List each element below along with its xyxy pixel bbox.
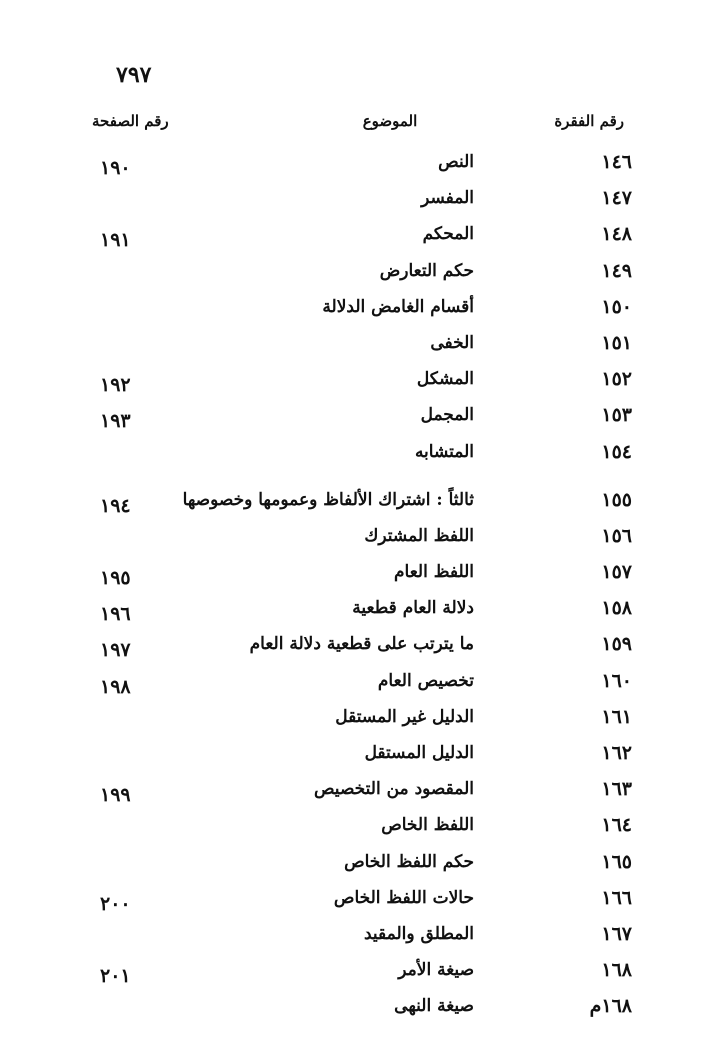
paragraph-number: ١٥٣ <box>601 404 632 427</box>
topic-title: المشكل <box>416 369 474 390</box>
topic-title: المحكم <box>422 224 474 245</box>
topic-title: المطلق والمقيد <box>364 923 474 944</box>
topic-title: دلالة العام قطعية <box>352 598 474 619</box>
topic-title: الخفى <box>430 332 474 353</box>
header-topic: الموضوع <box>362 112 418 130</box>
topic-title: اللفظ المشترك <box>364 525 474 546</box>
table-row <box>0 920 720 956</box>
topic-title: تخصيص العام <box>377 670 474 691</box>
table-row <box>0 438 720 474</box>
page-reference: ١٩٨ <box>100 675 131 698</box>
table-row <box>0 992 720 1028</box>
topic-title: الدليل المستقل <box>364 743 474 763</box>
page-reference: ١٩٣ <box>100 410 131 433</box>
table-row <box>0 775 720 811</box>
page-reference: ١٩٢ <box>100 374 131 397</box>
page-reference: ٢٠١ <box>100 965 131 988</box>
topic-title: المجمل <box>420 405 474 426</box>
paragraph-number: ١٦٨ <box>601 959 632 982</box>
paragraph-number: ١٦٣ <box>601 778 632 801</box>
paragraph-number: ١٥٨ <box>601 597 632 620</box>
page-reference: ١٩٧ <box>100 639 131 662</box>
page-reference: ١٩٩ <box>100 784 131 807</box>
paragraph-number: ١٦٧ <box>601 922 632 945</box>
topic-title: الدليل غير المستقل <box>335 706 474 727</box>
page-number: ٧٩٧ <box>116 62 152 88</box>
paragraph-number: ١٤٨ <box>601 223 632 246</box>
topic-title: حكم اللفظ الخاص <box>344 851 474 872</box>
topic-title: صيغة الأمر <box>398 960 474 981</box>
table-row <box>0 257 720 293</box>
page-reference: ١٩٦ <box>100 603 131 626</box>
table-row <box>0 703 720 739</box>
topic-title: أقسام الغامض الدلالة <box>322 296 474 317</box>
topic-title: ما يترتب على قطعية دلالة العام <box>249 634 474 655</box>
topic-title: حكم التعارض <box>379 260 474 281</box>
table-row <box>0 220 720 256</box>
page-reference: ٢٠٠ <box>100 892 131 915</box>
page-reference: ١٩٥ <box>100 567 131 590</box>
table-row <box>0 884 720 920</box>
header-paragraph-number: رقم الفقرة <box>554 112 624 130</box>
paragraph-number: ١٦٤ <box>601 814 632 837</box>
paragraph-number: ١٥٤ <box>601 440 632 463</box>
topic-title: اللفظ العام <box>394 562 474 583</box>
table-row <box>0 329 720 365</box>
topic-title: المقصود من التخصيص <box>313 779 474 800</box>
table-row <box>0 667 720 703</box>
paragraph-number: ١٤٦ <box>601 151 632 173</box>
paragraph-number: ١٦٦ <box>601 886 632 909</box>
table-row <box>0 148 720 184</box>
table-row <box>0 811 720 847</box>
paragraph-number: ١٥٠ <box>601 295 632 318</box>
topic-title: المتشابه <box>414 441 474 462</box>
paragraph-number: ١٥٧ <box>601 561 632 584</box>
table-row <box>0 365 720 401</box>
table-row <box>0 594 720 630</box>
table-row <box>0 848 720 884</box>
page-reference: ١٩١ <box>100 229 131 252</box>
table-row <box>0 401 720 437</box>
paragraph-number: ١٤٩ <box>601 259 632 282</box>
table-row <box>0 739 720 775</box>
table-row <box>0 630 720 666</box>
paragraph-number: ١٥٩ <box>601 633 632 656</box>
paragraph-number: ١٦٢ <box>601 742 632 764</box>
paragraph-number: ١٦١ <box>601 705 632 728</box>
paragraph-number: ١٤٧ <box>601 187 632 210</box>
paragraph-number: ١٦٨م <box>589 995 632 1018</box>
header-page-number: رقم الصفحة <box>92 112 169 130</box>
table-row <box>0 558 720 594</box>
page-reference: ١٩٤ <box>100 494 131 517</box>
topic-title: اللفظ الخاص <box>381 815 474 836</box>
table-row <box>0 184 720 220</box>
topic-title: حالات اللفظ الخاص <box>333 887 474 908</box>
page-reference: ١٩٠ <box>100 157 131 179</box>
table-row <box>0 293 720 329</box>
paragraph-number: ١٥٦ <box>601 524 632 547</box>
table-row <box>0 956 720 992</box>
section-heading: ثالثاً : اشتراك الألفاظ وعمومها وخصوصها <box>182 489 474 510</box>
paragraph-number: ١٥٥ <box>601 488 632 511</box>
table-row <box>0 486 720 522</box>
paragraph-number: ١٦٥ <box>601 850 632 873</box>
topic-title: النص <box>438 152 474 172</box>
index-table <box>0 148 720 1029</box>
paragraph-number: ١٦٠ <box>601 669 632 692</box>
topic-title: المفسر <box>421 188 474 209</box>
topic-title: صيغة النهى <box>394 996 474 1017</box>
paragraph-number: ١٥٢ <box>601 368 632 391</box>
paragraph-number: ١٥١ <box>601 331 632 354</box>
table-row <box>0 522 720 558</box>
